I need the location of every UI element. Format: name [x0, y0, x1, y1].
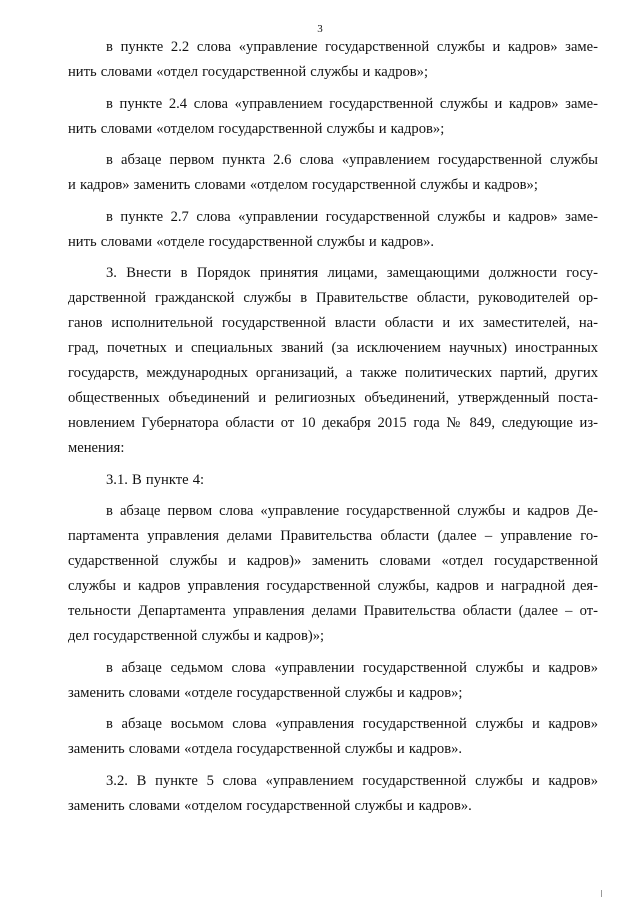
text-line: в абзаце восьмом слова «управления государственной службы и кадров»: [106, 716, 598, 732]
text-line: в абзаце первом пункта 2.6 слова «управлением государственной службы: [106, 152, 598, 168]
paragraph: [68, 148, 598, 198]
paragraph: [68, 656, 598, 706]
text-line: 3. Внести в Порядок принятия лицами, замещающими должности госу-: [106, 265, 598, 281]
text-line: общественных объединений и религиозных объединений, утвержденный поста-: [68, 390, 598, 406]
text-line: и кадров» заменить словами «отделом государственной службы и кадров»;: [68, 177, 538, 193]
text-line: в пункте 2.4 слова «управлением государственной службы и кадров» заме-: [106, 95, 598, 112]
text-line: менения:: [68, 440, 125, 456]
text-line: в пункте 2.7 слова «управлении государственной службы и кадров» заме-: [106, 208, 598, 225]
text-line: град, почетных и специальных званий (за исключением научных) иностранных: [68, 340, 598, 356]
paragraph: [68, 712, 598, 762]
text-line: заменить словами «отделом государственной службы и кадров».: [68, 797, 472, 814]
document-body: [68, 35, 598, 825]
text-line: нить словами «отдел государственной службы и кадров»;: [68, 64, 429, 80]
text-line: заменить словами «отдела государственной службы и кадров».: [68, 741, 463, 757]
paragraph: [68, 468, 598, 493]
text-line: в пункте 2.2 слова «управление государственной службы и кадров» заме-: [106, 39, 598, 55]
text-line: нить словами «отделе государственной службы и кадров».: [68, 233, 435, 250]
text-line: дарственной гражданской службы в Правительстве области, руководителей ор-: [68, 290, 598, 306]
text-line: дел государственной службы и кадров)»;: [68, 628, 325, 644]
paragraph: [68, 261, 598, 461]
paragraph: [68, 499, 598, 649]
text-line: тельности Департамента управления делами Правительства области (далее – от-: [68, 603, 598, 619]
text-line: государств, международных организаций, а также политических партий, других: [68, 365, 598, 381]
paragraph: [68, 769, 598, 819]
text-line: сударственной службы и кадров)» заменить словами «отдел государственной: [68, 553, 598, 569]
scan-artifact: [601, 890, 602, 897]
paragraph: [68, 92, 598, 142]
text-line: новлением Губернатора области от 10 декабря 2015 года № 849, следующие из-: [68, 415, 598, 431]
text-line: в абзаце первом слова «управление государственной службы и кадров Де-: [106, 503, 598, 519]
text-line: заменить словами «отделе государственной службы и кадров»;: [68, 684, 463, 701]
page-number: 3: [317, 23, 323, 35]
text-line: 3.2. В пункте 5 слова «управлением государственной службы и кадров»: [106, 772, 598, 789]
text-line: в абзаце седьмом слова «управлении государственной службы и кадров»: [106, 659, 598, 676]
text-line: 3.1. В пункте 4:: [106, 471, 205, 488]
text-line: службы и кадров управления государственной службы, кадров и наградной дея-: [68, 578, 598, 594]
paragraph: [68, 205, 598, 255]
text-line: нить словами «отделом государственной службы и кадров»;: [68, 120, 445, 137]
paragraph: [68, 35, 598, 85]
text-line: ганов исполнительной государственной власти области и их заместителей, на-: [68, 315, 598, 331]
text-line: партамента управления делами Правительства области (далее – управление го-: [68, 528, 598, 544]
